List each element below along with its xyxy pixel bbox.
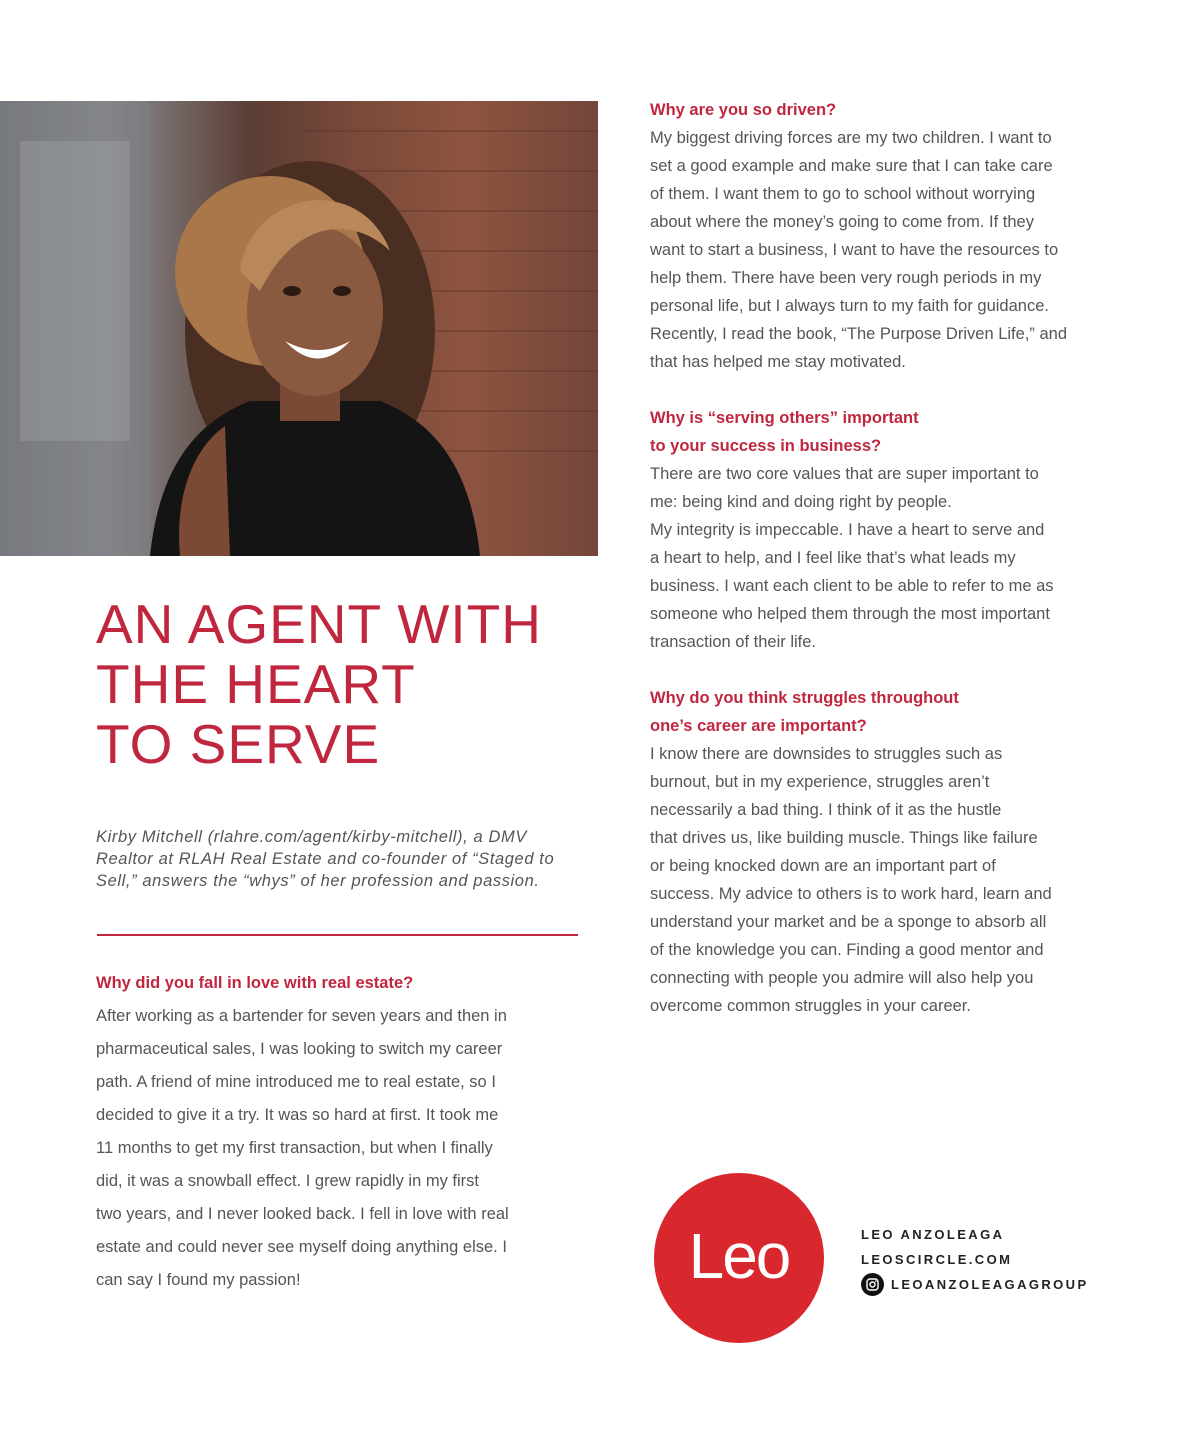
answer-line: transaction of their life. (650, 633, 816, 651)
title-line: THE HEART (96, 653, 416, 715)
answer-text (650, 460, 1150, 656)
leo-logo (654, 1173, 824, 1343)
instagram-glyph (866, 1278, 879, 1291)
answer-line: After working as a bartender for seven years and then in (96, 1007, 507, 1025)
answer-line: of the knowledge you can. Finding a good mentor and (650, 941, 1044, 959)
article-intro: Kirby Mitchell (rlahre.com/agent/kirby-mitchell), a DMV Realtor at RLAH Real Estate and co-founder of “Staged to Sell,” answers the “whys” of her profession and passion. (96, 828, 555, 890)
answer-line: path. A friend of mine introduced me to real estate, so I (96, 1073, 496, 1091)
answer-line: of them. I want them to go to school without worrying (650, 185, 1036, 203)
answer-text (650, 740, 1150, 1020)
article-title (96, 594, 596, 774)
answer-line: that has helped me stay motivated. (650, 353, 906, 371)
answer-line: I know there are downsides to struggles such as (650, 745, 1003, 763)
question-line: Why are you so driven? (650, 101, 837, 119)
title-line: TO SERVE (96, 713, 381, 775)
answer-line: want to start a business, I want to have the resources to (650, 241, 1059, 259)
question-heading: Why did you fall in love with real estate? (96, 974, 414, 992)
portrait-photo (0, 101, 598, 556)
contact-website[interactable] (861, 1247, 1089, 1272)
answer-line: help them. There have been very rough periods in my (650, 269, 1042, 287)
answer-line: pharmaceutical sales, I was looking to switch my career (96, 1040, 503, 1058)
question-heading (650, 684, 1150, 740)
question-line: one’s career are important? (650, 717, 867, 735)
answer-line: business. I want each client to be able to refer to me as (650, 577, 1054, 595)
answer-line: understand your market and be a sponge to absorb all (650, 913, 1047, 931)
answer-line: personal life, but I always turn to my faith for guidance. (650, 297, 1049, 315)
question-line: Why do you think struggles throughout (650, 689, 959, 707)
right-column (650, 96, 1150, 1048)
answer-line: overcome common struggles in your career. (650, 997, 971, 1015)
answer-line: two years, and I never looked back. I fell in love with real (96, 1205, 509, 1223)
answer-line: There are two core values that are super important to (650, 465, 1039, 483)
answer-line: set a good example and make sure that I can take care (650, 157, 1053, 175)
answer-line: decided to give it a try. It was so hard at first. It took me (96, 1106, 499, 1124)
answer-line: someone who helped them through the most important (650, 605, 1050, 623)
answer-line: burnout, but in my experience, struggles aren’t (650, 773, 990, 791)
answer-line: or being knocked down are an important part of (650, 857, 996, 875)
answer-line: that drives us, like building muscle. Things like failure (650, 829, 1038, 847)
question-heading (650, 96, 1150, 124)
question-line: to your success in business? (650, 437, 882, 455)
title-line: AN AGENT WITH (96, 593, 542, 655)
answer-line: My integrity is impeccable. I have a heart to serve and (650, 521, 1045, 539)
instagram-handle[interactable]: LEOANZOLEAGAGROUP (891, 1277, 1089, 1292)
answer-line: estate and could never see myself doing anything else. I (96, 1238, 507, 1256)
logo-text: Leo (688, 1220, 790, 1292)
answer-line: My biggest driving forces are my two children. I want to (650, 129, 1052, 147)
portrait-illustration (0, 101, 598, 556)
answer-line: did, it was a snowball effect. I grew rapidly in my first (96, 1172, 480, 1190)
instagram-icon (861, 1273, 884, 1296)
contact-name (861, 1222, 1089, 1247)
agent-name: LEO ANZOLEAGA (861, 1227, 1005, 1242)
qa-block (650, 404, 1150, 656)
website-link[interactable]: LEOSCIRCLE.COM (861, 1252, 1013, 1267)
contact-info (861, 1222, 1089, 1297)
answer-line: about where the money’s going to come from. If they (650, 213, 1034, 231)
question-heading (650, 404, 1150, 460)
answer-text (650, 124, 1150, 376)
answer-line: 11 months to get my first transaction, but when I finally (96, 1139, 493, 1157)
answer-line: Recently, I read the book, “The Purpose Driven Life,” and (650, 325, 1067, 343)
answer-line: me: being kind and doing right by people. (650, 493, 952, 511)
qa-block (650, 684, 1150, 1020)
qa-block (650, 96, 1150, 376)
answer-text (96, 1000, 596, 1297)
answer-line: success. My advice to others is to work hard, learn and (650, 885, 1052, 903)
section-divider (97, 934, 578, 936)
question-line: Why is “serving others” important (650, 409, 919, 427)
answer-line: necessarily a bad thing. I think of it as the hustle (650, 801, 1002, 819)
answer-line: a heart to help, and I feel like that’s what leads my (650, 549, 1016, 567)
answer-line: can say I found my passion! (96, 1271, 301, 1289)
contact-instagram[interactable] (861, 1272, 1089, 1297)
answer-line: connecting with people you admire will also help you (650, 969, 1034, 987)
